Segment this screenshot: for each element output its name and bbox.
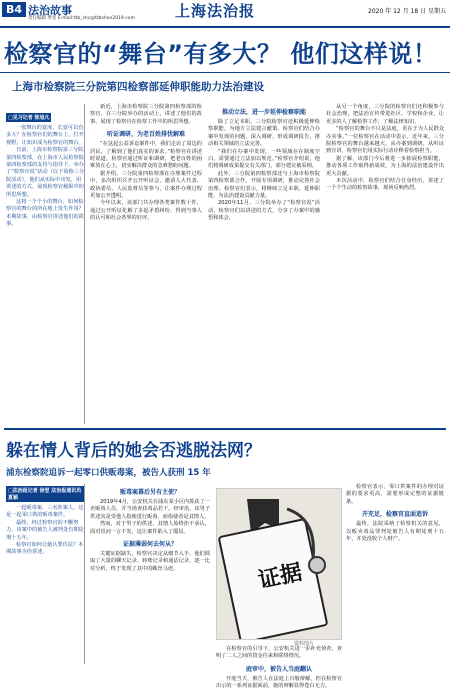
paragraph: 据了解，该部门今后将进一步拓展检察职能，推动各项工作取得新成效，为上海的法治建设作出更大贡献。	[326, 155, 444, 177]
story-divider	[4, 428, 446, 430]
paragraph: 新近，上海市检察院三分院第四检察部的检察官，在三分院举办的活动上，讲述了他们的故事，展现了检察官在检察工作中的所思所想。	[90, 104, 202, 125]
paragraph: 在检察官的引导下，公安机关进一步补充侦查，查明了二人之间的资金往来和联络情况。	[216, 646, 342, 660]
story2-headline: 躲在情人背后的她会否逃脱法网？	[6, 441, 261, 461]
paragraph: 据介绍，三分院第四检察部在办理案件过程中，多次组织召开公开听证会，邀请人大代表、政协委员、人民监督员等参与，让案件办理过程更加公开透明。	[90, 170, 202, 200]
story2-column-2	[216, 646, 342, 691]
paragraph: “我们在办案中发现，一些领域存在制度空白，需要通过立法加以规范。”检察官介绍说，他们将调研成果提交有关部门，部分建议被采纳。	[208, 148, 320, 170]
story1-column-2	[208, 104, 320, 223]
story1-deck: 上海市检察院三分院第四检察部延伸职能助力法治建设	[12, 81, 264, 93]
paragraph: 一张舞台的宽度、长宽可以有多大？在检察官们的舞台上，打开视野，让知识成为检察官的舞台。	[6, 125, 84, 146]
subheading: 推动立法，进一步延伸检察职能	[221, 109, 306, 116]
paragraph: 检察官如何让她认罪伏法？本期故事为你讲述。	[6, 542, 84, 556]
paragraph: 最终，经过检察官的不懈努力，该案中的被告人被判处有期徒刑十五年。	[6, 519, 84, 541]
paragraph: 从另一个角度，三分院的检察官们还积极参与社会治理，把法治宣传带进社区、学校和企业，让更多的人了解检察工作，了解法律知识。	[326, 104, 444, 125]
paragraph: 然而，对于男子的供述，其情人始终拒不承认，面对讯问一言不发，这让案件陷入了僵局。	[90, 521, 210, 535]
page-header	[0, 0, 450, 26]
paragraph: 最终，法院采纳了检察机关的意见，以贩卖毒品罪判处被告人有期徒刑十五年，并处没收个人财产。	[346, 521, 444, 543]
evidence-label: 证据	[256, 560, 305, 594]
story1-headline: 检察官的“舞台”有多大？ 他们这样说！	[4, 40, 438, 68]
story1-column-3	[326, 104, 444, 193]
story2-sidebar	[6, 484, 85, 664]
header-rule	[0, 26, 450, 28]
paragraph: 检察官表示，零口供案件的办理对证据的要求更高，需要形成完整的证据链条。	[346, 484, 444, 505]
paragraph: 这将一个个小的舞台，如何检察官的舞台的所在地上发生作用？本期故事，由检察官讲述他们的故事。	[6, 199, 84, 228]
photo-caption: 资料图片	[294, 641, 315, 647]
paragraph: 2020年11月，三分院举办了“检察官说”活动，检察官们以讲述的方式，分享了办案中的感悟和体会。	[208, 200, 320, 222]
story1-byline: □见习记者 陈旭凡	[8, 115, 50, 121]
page-number: B4	[2, 2, 26, 17]
paragraph: 除了立足本职，三分院检察官还积极延伸检察职能，为地方立法建言献策。检察官们结合办案中发现的问题，深入调研，形成调研报告，推动相关领域的立法完善。	[208, 119, 320, 148]
story1-sidebar	[6, 104, 85, 424]
issue-date: 2020 年 12 月 18 日 星期五	[368, 8, 446, 15]
story2-byline: □法治报记者 徐翌 法治报通讯员 夏颖	[6, 486, 84, 502]
editor-line: 责任编辑 季星 E-mail:fzb_shc@fzbshen2019.com	[28, 16, 135, 21]
paragraph: 此外，三分院第四检察部还与上海市检察院第四检察部合作，开展专项调研，推动完善社会治理。检察官们表示，将继续立足本职，延伸职能，为法治建设贡献力量。	[208, 170, 320, 200]
story2-deck: 浦东检察院追诉一起零口供贩毒案，被告人获刑 15 年	[6, 468, 211, 478]
evidence-photo	[216, 488, 342, 640]
story1-column-1	[90, 104, 202, 223]
subheading: 开充足，检察官直面追诉	[361, 511, 428, 519]
paragraph: 2019年4月，公安机关在浦东某小区内抓获了一名贩毒人员，并当场查获毒品若干。经审讯，该男子供述其是受他人指使进行贩毒，而指使者是其情人。	[90, 499, 210, 520]
paragraph: 一起贩毒案，三名涉案人，这是一起零口供的贩毒案件。	[6, 505, 84, 519]
masthead: 上海法治报	[175, 2, 256, 20]
paragraph: 本次活动中，检察官们结合自身经历，讲述了一个个生动的检察故事，现场反响热烈。	[326, 178, 444, 192]
subheading: 庭审中，被告人当庭翻认	[245, 665, 312, 673]
subheading: 贩毒案幕后另有主使？	[119, 489, 180, 496]
paragraph: “检察官的舞台不只是法庭，更在于为人民群众办实事。”一位检察官在活动中表示。近年来，三分院检察官的舞台越来越大，从办案到调研，从听证到宣讲，检察官们用实际行动诠释着检察担当。	[326, 126, 444, 155]
subheading: 听证调研，为老百姓排忧解难	[106, 131, 185, 139]
paragraph: “在这起公益诉讼案件中，我们走访了周边的居民，了解到了他们真实的诉求。”检察官在讲述时说道，检察官通过听证和调研，把老百姓的困难放在心上，切实解决群众的急难愁盼问题。	[90, 141, 202, 170]
paragraph: 关键证据缺失，检察官决定从细节入手。他们调取了大量的聊天记录、转账记录和通话记录，逐一比对分析，终于发现了其中的蛛丝马迹。	[90, 551, 210, 572]
headline-rule	[0, 72, 450, 73]
paragraph: 日前，上海市检察院第三分院第四检察部，在上海市人民检察院第四检察部的支持与指导下，举办了“检察官说”活动（以下简称三分院活动），他们从实际中出发，用讲述的方式，展现检察官履职中的所思所想。	[6, 147, 85, 198]
paragraph: 今年以来，该部门共办理各类案件数十件，通过公开听证化解了多起矛盾纠纷，得到当事人的认可和社会各界的好评。	[90, 200, 202, 222]
evidence-illustration	[217, 489, 341, 639]
section-title: 法治故事	[28, 4, 72, 17]
story2-column-1	[90, 484, 210, 573]
story2-column-3	[346, 484, 444, 543]
paragraph: 开庭当天，被告人在法庭上百般辩解，但在检察官出示的一系列证据面前，她的辩解显得苍白无力。	[216, 675, 342, 690]
subheading: 证据薄弱何去何从？	[122, 541, 177, 549]
